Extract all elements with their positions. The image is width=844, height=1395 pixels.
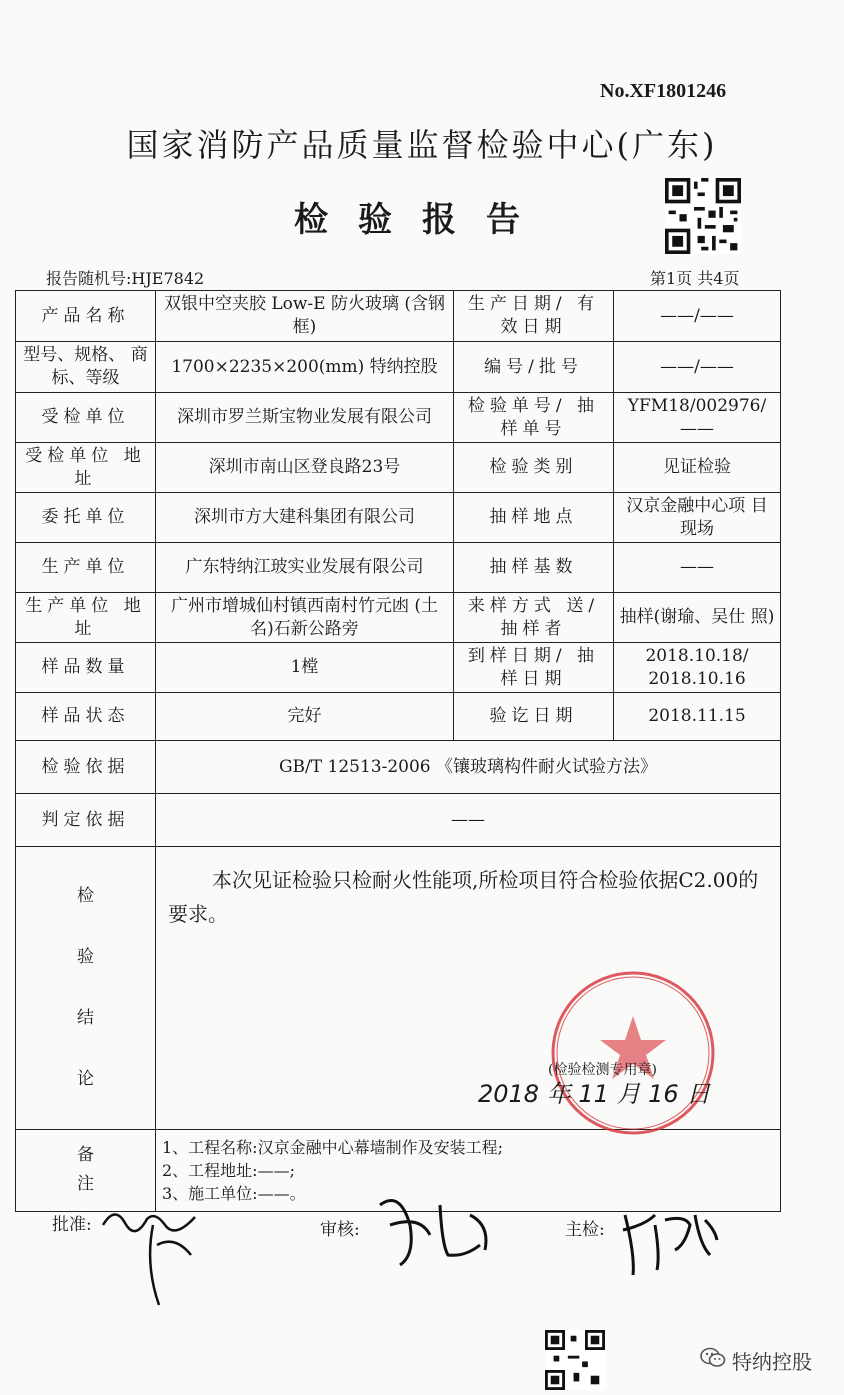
sampling-base-label: 抽样基数 — [454, 543, 614, 593]
model-value: 1700×2235×200(mm) 特纳控股 — [156, 342, 454, 393]
chief-label: 主检: — [565, 1220, 605, 1240]
client-label: 委托单位 — [16, 493, 156, 543]
official-seal-icon — [548, 968, 718, 1138]
table-row — [16, 693, 781, 741]
table-row — [16, 493, 781, 543]
wechat-icon — [700, 1347, 726, 1369]
remarks-label-char: 备 — [77, 1145, 94, 1166]
model-label: 型号、规格、 商标、等级 — [16, 342, 156, 393]
stamp-note: (检验检测专用章) — [548, 1062, 657, 1078]
approve-signature-icon — [95, 1195, 225, 1315]
footer-qr-code-icon — [545, 1330, 605, 1390]
sampling-place-label: 抽样地点 — [454, 493, 614, 543]
conclusion-label-char: 论 — [77, 1068, 94, 1089]
table-row — [16, 643, 781, 693]
judgment: —— — [156, 794, 781, 847]
sampling-place: 汉京金融中心项 目现场 — [614, 493, 781, 543]
page-info: 第1页 共4页 — [650, 269, 740, 288]
sampling-base: —— — [614, 543, 781, 593]
manufacturer-address: 广州市增城仙村镇西南村竹元凼 (土名)石新公路旁 — [156, 593, 454, 643]
list-item: 2、工程地址:——; — [162, 1160, 295, 1180]
completion-date: 2018.11.15 — [614, 693, 781, 741]
review-label: 审核: — [320, 1220, 360, 1240]
delivery-label: 来样方式 送/抽样者 — [454, 593, 614, 643]
list-item: 1、工程名称:汉京金融中心幕墙制作及安装工程; — [162, 1137, 503, 1157]
arrival-date-label: 到样日期/ 抽样日期 — [454, 643, 614, 693]
inspected-address-label: 受检单位 地址 — [16, 443, 156, 493]
brand-name: 特纳控股 — [732, 1350, 812, 1374]
production-date: ——/—— — [614, 291, 781, 342]
approve-label: 批准: — [52, 1215, 92, 1235]
product-name: 双银中空夹胶 Low-E 防火玻璃 (含钢框) — [156, 291, 454, 342]
conclusion-label-char: 验 — [77, 946, 94, 967]
report-title: 检验报告 — [294, 200, 550, 240]
sample-state-label: 样品状态 — [16, 693, 156, 741]
serial-value: ——/—— — [614, 342, 781, 393]
review-signature-icon — [370, 1185, 510, 1275]
random-number-label: 报告随机号: — [46, 269, 132, 288]
handwritten-date: 2018 年 11 月 16 日 — [478, 1080, 711, 1108]
conclusion-label-char: 结 — [77, 1007, 94, 1028]
inspected-unit: 深圳市罗兰斯宝物业发展有限公司 — [156, 393, 454, 443]
table-row — [16, 543, 781, 593]
inspection-no: YFM18/002976/ —— — [614, 393, 781, 443]
client: 深圳市方大建科集团有限公司 — [156, 493, 454, 543]
random-number-value: HJE7842 — [131, 269, 205, 288]
qr-code-icon — [665, 178, 741, 254]
inspected-address: 深圳市南山区登良路23号 — [156, 443, 454, 493]
manufacturer-label: 生产单位 — [16, 543, 156, 593]
basis-label: 检验依据 — [16, 741, 156, 794]
table-row — [16, 443, 781, 493]
list-item: 3、施工单位:——。 — [162, 1183, 306, 1203]
basis: GB/T 12513-2006 《镶玻璃构件耐火试验方法》 — [156, 741, 781, 794]
table-row — [16, 291, 781, 342]
production-date-label: 生产日期/ 有效日期 — [454, 291, 614, 342]
serial-label: 编号/批号 — [454, 342, 614, 393]
remarks-label-char: 注 — [77, 1174, 94, 1195]
table-row — [16, 794, 781, 847]
manufacturer-address-label: 生产单位 地址 — [16, 593, 156, 643]
table-row — [16, 342, 781, 393]
inspection-type-label: 检验类别 — [454, 443, 614, 493]
chief-signature-icon — [615, 1195, 725, 1285]
random-number — [46, 266, 204, 289]
table-row — [16, 741, 781, 794]
manufacturer: 广东特纳江玻实业发展有限公司 — [156, 543, 454, 593]
completion-date-label: 验讫日期 — [454, 693, 614, 741]
table-row — [16, 393, 781, 443]
conclusion-label-char: 检 — [77, 886, 94, 906]
judgment-label: 判定依据 — [16, 794, 156, 847]
sample-quantity: 1樘 — [156, 643, 454, 693]
delivery: 抽样(谢瑜、吴仕 照) — [614, 593, 781, 643]
table-row — [16, 593, 781, 643]
sample-quantity-label: 样品数量 — [16, 643, 156, 693]
conclusion-label — [16, 847, 156, 1130]
inspected-unit-label: 受检单位 — [16, 393, 156, 443]
conclusion-text: 本次见证检验只检耐火性能项,所检项目符合检验依据C2.00的要求。 — [168, 868, 759, 926]
sample-state: 完好 — [156, 693, 454, 741]
inspection-type: 见证检验 — [614, 443, 781, 493]
product-name-label: 产品名称 — [16, 291, 156, 342]
organization-name: 国家消防产品质量监督检验中心(广东) — [126, 126, 718, 164]
inspection-no-label: 检验单号/ 抽样单号 — [454, 393, 614, 443]
arrival-date: 2018.10.18/ 2018.10.16 — [614, 643, 781, 693]
report-number: No.XF1801246 — [600, 80, 727, 102]
